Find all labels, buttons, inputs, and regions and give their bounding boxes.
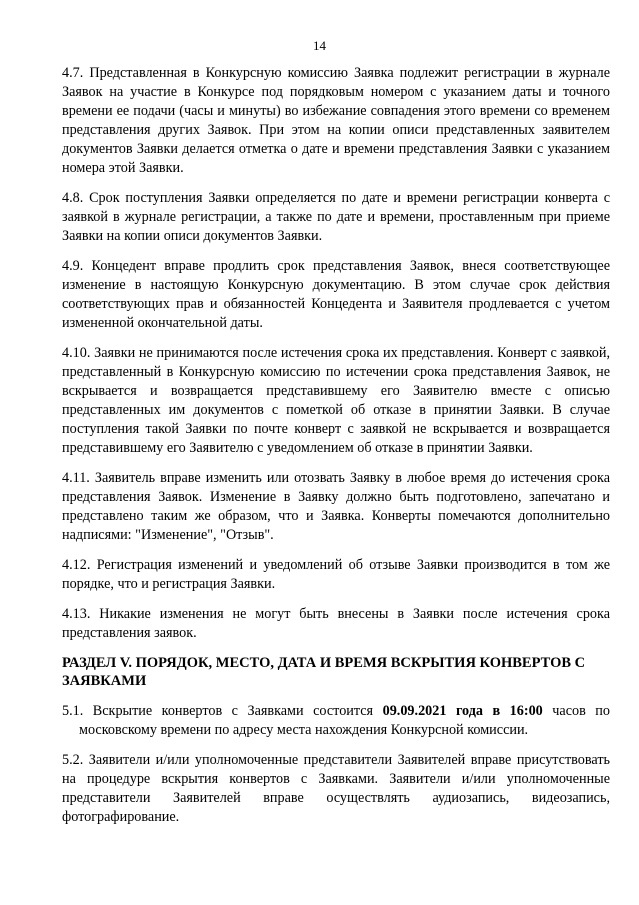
paragraph-4-13: 4.13. Никакие изменения не могут быть внесены в Заявки после истечения срока представления заявок.: [62, 606, 610, 641]
paragraph-5-2: 5.2. Заявители и/или уполномоченные представители Заявителей вправе присутствовать на процедуре вскрытия конвертов с Заявками. Заявители и/или уполномоченные представители Заявителей вправе осуществлять аудиозапись, видеозапись, фотографирование.: [62, 752, 610, 825]
paragraph-4-7: 4.7. Представленная в Конкурсную комиссию Заявка подлежит регистрации в журнале Заявок на участие в Конкурсе под порядковым номером с указанием даты и точного времени ее подачи (часы и минуты) во избежание совпадения этого времени со временем представления других Заявок. При этом на копии описи представленных заявителем документов Заявки делается отметка о дате и времени представления Заявки с указанием номера этой Заявки.: [62, 65, 610, 176]
section-5-heading: РАЗДЕЛ V. ПОРЯДОК, МЕСТО, ДАТА И ВРЕМЯ ВСКРЫТИЯ КОНВЕРТОВ С ЗАЯВКАМИ: [62, 655, 586, 689]
paragraph-4-11: 4.11. Заявитель вправе изменить или отозвать Заявку в любое время до истечения срока представления Заявок. Изменение в Заявку должно быть подготовлено, запечатано и представлено таким же образом, что и Заявка. Конверты помечаются дополнительно надписями: "Изменение", "Отзыв".: [62, 470, 610, 543]
paragraph-4-9: 4.9. Концедент вправе продлить срок представления Заявок, внеся соответствующее изменение в настоящую Конкурсную документацию. В этом случае срок действия соответствующих прав и обязанностей Концедента и Заявителя продлевается с учетом измененной окончательной даты.: [62, 258, 610, 331]
paragraph-4-12: 4.12. Регистрация изменений и уведомлений об отзыве Заявки производится в том же порядке, что и регистрация Заявки.: [62, 557, 610, 592]
paragraph-5-1-end: часов по московскому времени по адресу места нахождения Конкурсной комиссии.: [79, 703, 610, 738]
paragraph-4-8: 4.8. Срок поступления Заявки определяется по дате и времени регистрации конверта с заявкой в журнале регистрации, а также по дате и времени, проставленным при приеме Заявки на копии описи документов Заявки.: [62, 190, 610, 244]
document-body: [62, 64, 610, 838]
paragraph-5-1: [62, 702, 610, 740]
paragraph-5-1-datetime: 09.09.2021 года в 16:00: [382, 703, 543, 719]
paragraph-4-10: 4.10. Заявки не принимаются после истечения срока их представления. Конверт с заявкой, представленный в Конкурсную комиссию по истечении срока представления Заявок, не вскрывается и возвращается представившему его Заявителю вместе с описью представленных им документов с пометкой об отказе в принятии Заявки. В случае поступления такой Заявки по почте конверт с заявкой не вскрывается и возвращается представившему его Заявителю с уведомлением об отказе в принятии Заявки.: [62, 345, 610, 456]
paragraph-5-1-start: 5.1. Вскрытие конвертов с Заявками состоится: [62, 703, 383, 719]
page-number: 14: [313, 38, 326, 53]
